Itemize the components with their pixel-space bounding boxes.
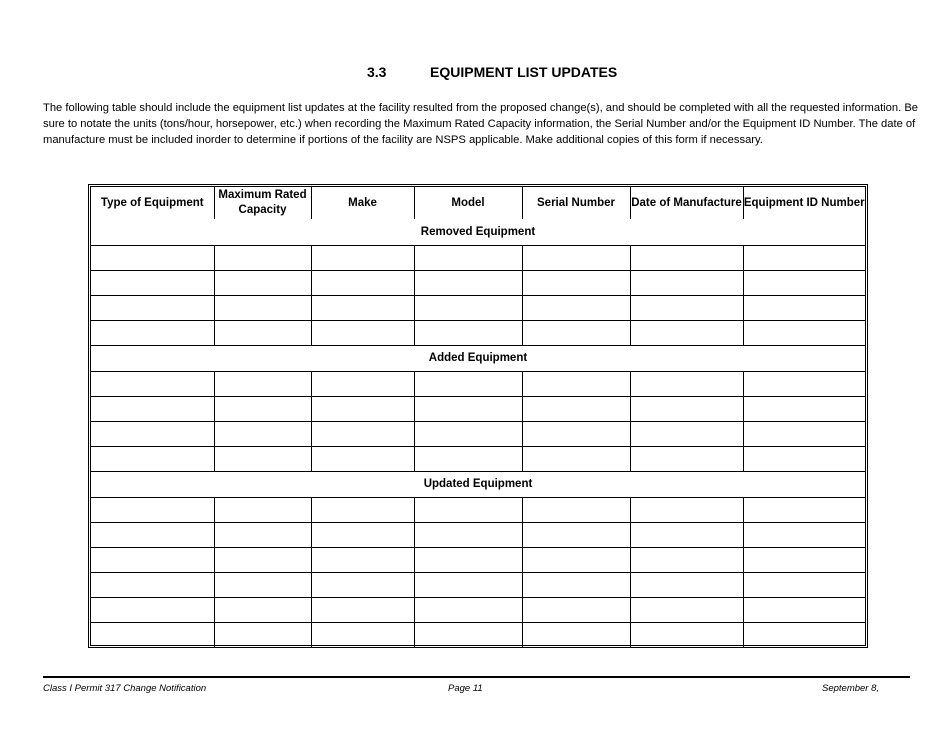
table-cell-input[interactable] — [214, 497, 311, 522]
column-header-type: Type of Equipment — [91, 187, 214, 219]
table-cell-input[interactable] — [311, 421, 414, 446]
table-row — [91, 597, 865, 622]
table-cell-input[interactable] — [522, 270, 630, 295]
table-cell-input[interactable] — [214, 522, 311, 547]
table-cell-input[interactable] — [743, 245, 865, 270]
table-cell-input[interactable] — [522, 371, 630, 396]
table-cell-input[interactable] — [311, 270, 414, 295]
footer-date: September 8, — [822, 683, 880, 694]
table-row — [91, 522, 865, 547]
table-cell-input[interactable] — [414, 421, 522, 446]
table-row — [91, 270, 865, 295]
table-cell-input[interactable] — [311, 295, 414, 320]
table-cell-input[interactable] — [91, 421, 214, 446]
section-label-added: Added Equipment — [91, 345, 865, 371]
table-cell-input[interactable] — [522, 622, 630, 647]
table-cell-input[interactable] — [414, 497, 522, 522]
table-cell-input[interactable] — [743, 622, 865, 647]
table-cell-input[interactable] — [522, 547, 630, 572]
table-cell-input[interactable] — [414, 446, 522, 471]
table-cell-input[interactable] — [414, 320, 522, 345]
table-cell-input[interactable] — [311, 522, 414, 547]
table-cell-input[interactable] — [91, 396, 214, 421]
column-header-capacity: Maximum Rated Capacity — [214, 187, 311, 219]
table-cell-input[interactable] — [214, 295, 311, 320]
column-header-date: Date of Manufacture — [630, 187, 743, 219]
table-cell-input[interactable] — [630, 597, 743, 622]
table-cell-input[interactable] — [311, 597, 414, 622]
table-row — [91, 446, 865, 471]
table-row — [91, 547, 865, 572]
table-cell-input[interactable] — [414, 270, 522, 295]
table-cell-input[interactable] — [630, 622, 743, 647]
equipment-table-frame — [88, 184, 868, 648]
table-cell-input[interactable] — [630, 270, 743, 295]
section-number: 3.3 — [367, 64, 387, 80]
table-cell-input[interactable] — [743, 396, 865, 421]
table-cell-input[interactable] — [743, 295, 865, 320]
table-cell-input[interactable] — [414, 371, 522, 396]
table-cell-input[interactable] — [91, 597, 214, 622]
table-cell-input[interactable] — [414, 547, 522, 572]
table-cell-input[interactable] — [214, 547, 311, 572]
table-cell-input[interactable] — [743, 572, 865, 597]
table-row — [91, 396, 865, 421]
table-header-row — [91, 187, 865, 219]
section-row-updated — [91, 471, 865, 497]
footer-rule — [43, 676, 910, 678]
table-cell-input[interactable] — [91, 320, 214, 345]
table-cell-input[interactable] — [743, 421, 865, 446]
intro-paragraph: The following table should include the equipment list updates at the facility resulted from the proposed change(s), and should be completed with all the requested information. Be sure to notate the units (tons/hour, horsepower, etc.) when recording the Maximum Rated Capacity information, the Serial Number and/or the Equipment ID Number. The date of manufacture must be included inorder to determine if portions of the facility are NSPS applicable. Make additional copies of this form if necessary. — [43, 102, 919, 146]
table-cell-input[interactable] — [91, 547, 214, 572]
table-cell-input[interactable] — [630, 295, 743, 320]
table-row — [91, 572, 865, 597]
table-cell-input[interactable] — [522, 597, 630, 622]
section-row-added — [91, 345, 865, 371]
table-cell-input[interactable] — [630, 396, 743, 421]
section-label-updated: Updated Equipment — [91, 471, 865, 497]
table-cell-input[interactable] — [214, 270, 311, 295]
table-cell-input[interactable] — [522, 320, 630, 345]
table-cell-input[interactable] — [630, 320, 743, 345]
table-cell-input[interactable] — [311, 320, 414, 345]
table-cell-input[interactable] — [214, 446, 311, 471]
table-cell-input[interactable] — [311, 245, 414, 270]
table-row — [91, 421, 865, 446]
table-cell-input[interactable] — [414, 245, 522, 270]
table-row — [91, 320, 865, 345]
table-cell-input[interactable] — [91, 572, 214, 597]
table-cell-input[interactable] — [522, 446, 630, 471]
table-cell-input[interactable] — [311, 547, 414, 572]
table-cell-input[interactable] — [214, 421, 311, 446]
table-cell-input[interactable] — [522, 522, 630, 547]
table-row — [91, 622, 865, 647]
column-header-model: Model — [414, 187, 522, 219]
table-cell-input[interactable] — [414, 597, 522, 622]
equipment-table — [91, 187, 865, 647]
table-cell-input[interactable] — [630, 421, 743, 446]
table-cell-input[interactable] — [311, 497, 414, 522]
table-cell-input[interactable] — [214, 371, 311, 396]
table-cell-input[interactable] — [311, 396, 414, 421]
table-cell-input[interactable] — [91, 270, 214, 295]
table-cell-input[interactable] — [214, 320, 311, 345]
table-cell-input[interactable] — [91, 622, 214, 647]
section-title: EQUIPMENT LIST UPDATES — [430, 64, 618, 80]
table-cell-input[interactable] — [522, 396, 630, 421]
table-cell-input[interactable] — [214, 245, 311, 270]
table-cell-input[interactable] — [414, 572, 522, 597]
table-cell-input[interactable] — [630, 371, 743, 396]
table-cell-input[interactable] — [414, 522, 522, 547]
column-header-make: Make — [311, 187, 414, 219]
table-cell-input[interactable] — [311, 622, 414, 647]
table-cell-input[interactable] — [91, 522, 214, 547]
table-cell-input[interactable] — [630, 497, 743, 522]
table-cell-input[interactable] — [414, 622, 522, 647]
table-cell-input[interactable] — [743, 497, 865, 522]
table-cell-input[interactable] — [522, 421, 630, 446]
footer-document-title: Class I Permit 317 Change Notification — [43, 683, 207, 694]
table-cell-input[interactable] — [743, 522, 865, 547]
table-cell-input[interactable] — [311, 446, 414, 471]
table-cell-input[interactable] — [630, 245, 743, 270]
table-cell-input[interactable] — [214, 396, 311, 421]
column-header-serial: Serial Number — [522, 187, 630, 219]
table-cell-input[interactable] — [522, 295, 630, 320]
table-cell-input[interactable] — [743, 597, 865, 622]
table-cell-input[interactable] — [522, 572, 630, 597]
table-cell-input[interactable] — [630, 547, 743, 572]
table-cell-input[interactable] — [91, 371, 214, 396]
table-cell-input[interactable] — [630, 446, 743, 471]
table-row — [91, 245, 865, 270]
table-cell-input[interactable] — [743, 320, 865, 345]
table-body — [91, 219, 865, 647]
table-cell-input[interactable] — [91, 497, 214, 522]
table-row — [91, 371, 865, 396]
table-cell-input[interactable] — [214, 597, 311, 622]
table-cell-input[interactable] — [311, 572, 414, 597]
section-row-removed — [91, 219, 865, 245]
table-cell-input[interactable] — [414, 396, 522, 421]
table-cell-input[interactable] — [311, 371, 414, 396]
column-header-id: Equipment ID Number — [743, 187, 865, 219]
table-cell-input[interactable] — [414, 295, 522, 320]
table-cell-input[interactable] — [743, 446, 865, 471]
table-cell-input[interactable] — [91, 295, 214, 320]
table-cell-input[interactable] — [522, 497, 630, 522]
table-cell-input[interactable] — [522, 245, 630, 270]
table-cell-input[interactable] — [214, 572, 311, 597]
table-cell-input[interactable] — [91, 245, 214, 270]
footer-page-number: Page 11 — [448, 683, 483, 694]
section-label-removed: Removed Equipment — [91, 219, 865, 245]
table-cell-input[interactable] — [630, 572, 743, 597]
table-cell-input[interactable] — [743, 270, 865, 295]
table-cell-input[interactable] — [630, 522, 743, 547]
table-row — [91, 497, 865, 522]
table-cell-input[interactable] — [743, 371, 865, 396]
table-cell-input[interactable] — [91, 446, 214, 471]
table-cell-input[interactable] — [214, 622, 311, 647]
table-cell-input[interactable] — [743, 547, 865, 572]
table-row — [91, 295, 865, 320]
